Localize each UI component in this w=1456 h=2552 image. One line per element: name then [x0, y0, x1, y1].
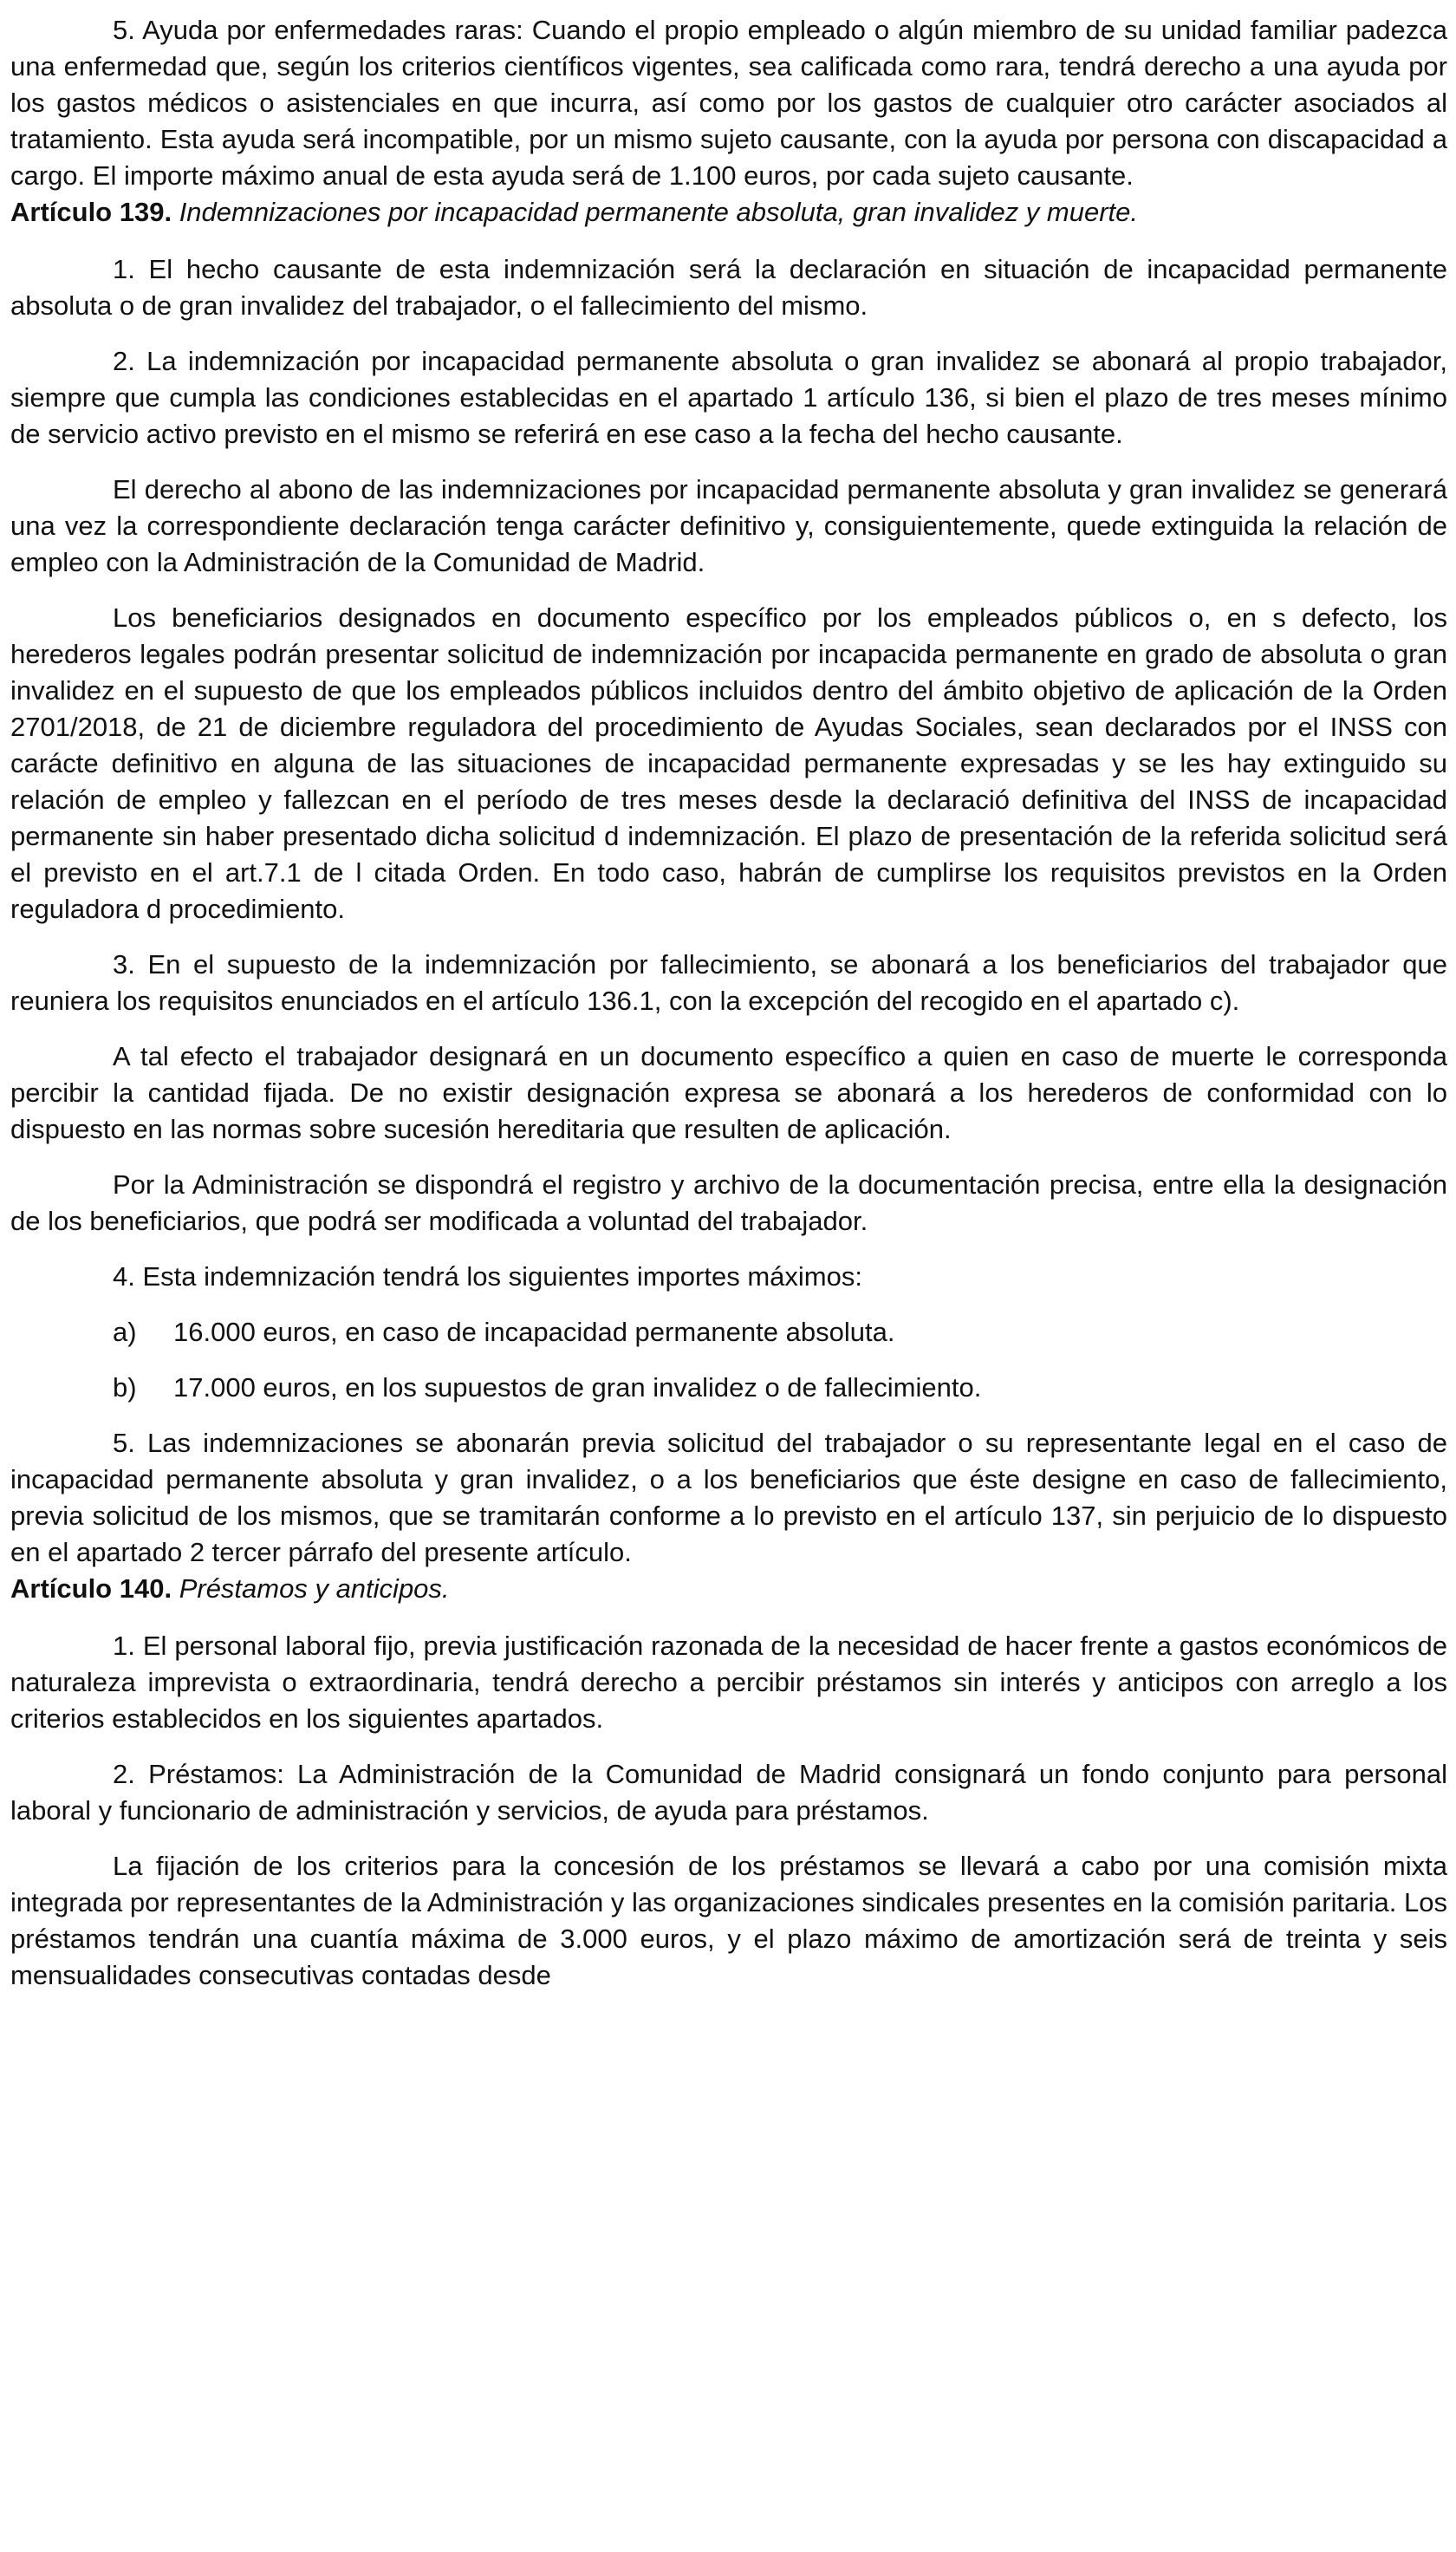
article-139-paragraph-5: 5. Las indemnizaciones se abonarán previa solicitud del trabajador o su representante legal en el caso de incapacidad permanente absoluta y gran invalidez, o a los beneficiarios que éste designe en caso de fallecimiento, previa solicitud de los mismos, que se tramitarán conforme a lo previsto en el artículo 137, sin perjuicio de lo dispuesto en el apartado 2 tercer párrafo del presente artículo. [10, 1428, 1447, 1567]
article-139-paragraph-3: 3. En el supuesto de la indemnización por fallecimiento, se abonará a los beneficiarios del trabajador que reuniera los requisitos enunciados en el artículo 136.1, con la excepción del recogido en el apartado c). [10, 949, 1447, 1016]
article-139-heading [10, 194, 1447, 231]
item-a-text: 16.000 euros, en caso de incapacidad permanente absoluta. [173, 1317, 895, 1347]
article-140-label: Artículo 140. [10, 1573, 179, 1604]
article-140-title: Préstamos y anticipos. [179, 1573, 450, 1604]
item-b-text: 17.000 euros, en los supuestos de gran invalidez o de fallecimiento. [173, 1372, 982, 1403]
item-a-label: a) [113, 1317, 137, 1347]
article-139-paragraph-2: 2. La indemnización por incapacidad permanente absoluta o gran invalidez se abonará al propio trabajador, siempre que cumpla las condiciones establecidas en el apartado 1 artículo 136, si bien el plazo de tres meses mínimo de servicio activo previsto en el mismo se referirá en ese caso a la fecha del hecho causante. [10, 346, 1447, 449]
article-139-paragraph-2b: El derecho al abono de las indemnizaciones por incapacidad permanente absoluta y gran invalidez se generará una vez la correspondiente declaración tenga carácter definitivo y, consiguientemente, quede extinguida la relación de empleo con la Administración de la Comunidad de Madrid. [10, 474, 1447, 577]
item-b-label: b) [113, 1372, 137, 1403]
article-139-paragraph-2c: Los beneficiarios designados en documento específico por los empleados públicos o, en s defecto, los herederos legales podrán presentar solicitud de indemnización por incapacida permanente en grado de absoluta o gran invalidez en el supuesto de que los empleados públicos incluidos dentro del ámbito objetivo de aplicación de la Orden 2701/2018, de 21 de diciembre reguladora del procedimiento de Ayudas Sociales, sean declarados por el INSS con caráctе definitivo en alguna de las situaciones de incapacidad permanente expresadas y se les hay extinguido su relación de empleo y fallezcan en el período de tres meses desde la declaració definitiva del INSS de incapacidad permanente sin haber presentado dicha solicitud d indemnización. El plazo de presentación de la referida solicitud será el previsto en el art.7.1 de l citada Orden. En todo caso, habrán de cumplirse los requisitos previstos en la Orden reguladora d procedimiento. [10, 602, 1447, 924]
article-139-item-a [10, 1314, 1447, 1351]
article-139-paragraph-1: 1. El hecho causante de esta indemnización será la declaración en situación de incapacidad permanente absoluta o de gran invalidez del trabajador, o el fallecimiento del mismo. [10, 254, 1447, 321]
article-139-paragraph-3b: A tal efecto el trabajador designará en un documento específico a quien en caso de muerte le corresponda percibir la cantidad fijada. De no existir designación expresa se abonará a los herederos de conformidad con lo dispuesto en las normas sobre sucesión hereditaria que resulten de aplicación. [10, 1041, 1447, 1144]
article-139-item-b [10, 1370, 1447, 1406]
article-140-paragraph-1: 1. El personal laboral fijo, previa justificación razonada de la necesidad de hacer frente a gastos económicos de naturaleza imprevista o extraordinaria, tendrá derecho a percibir préstamos sin interés y anticipos con arreglo a los criterios establecidos en los siguientes apartados. [10, 1631, 1447, 1734]
article-139-paragraph-3c: Por la Administración se dispondrá el registro y archivo de la documentación precisa, entre ella la designación de los beneficiarios, que podrá ser modificada a voluntad del trabajador. [10, 1169, 1447, 1236]
paragraph-ayuda-enfermedades-raras: 5. Ayuda por enfermedades raras: Cuando el propio empleado o algún miembro de su unidad familiar padezca una enfermedad que, según los criterios científicos vigentes, sea calificada como rara, tendrá derecho a una ayuda por los gastos médicos o asistenciales en que incurra, así como por los gastos de cualquier otro carácter asociados al tratamiento. Esta ayuda será incompatible, por un mismo sujeto causante, con la ayuda por persona con discapacidad a cargo. El importe máximo anual de esta ayuda será de 1.100 euros, por cada sujeto causante. [10, 15, 1447, 191]
article-139-label: Artículo 139. [10, 197, 179, 227]
article-140-paragraph-2b: La fijación de los criterios para la concesión de los préstamos se llevará a cabo por una comisión mixta integrada por representantes de la Administración y las organizaciones sindicales presentes en la comisión paritaria. Los préstamos tendrán una cuantía máxima de 3.000 euros, y el plazo máximo de amortización será de treinta y seis mensualidades consecutivas contadas desde [10, 1851, 1447, 1990]
article-139-paragraph-4: 4. Esta indemnización tendrá los siguientes importes máximos: [113, 1261, 862, 1292]
article-139-title: Indemnizaciones por incapacidad permanente absoluta, gran invalidez y muerte. [179, 197, 1139, 227]
article-140-heading [10, 1571, 1447, 1607]
document-body [10, 12, 1447, 1994]
article-140-paragraph-2: 2. Préstamos: La Administración de la Comunidad de Madrid consignará un fondo conjunto para personal laboral y funcionario de administración y servicios, de ayuda para préstamos. [10, 1759, 1447, 1826]
